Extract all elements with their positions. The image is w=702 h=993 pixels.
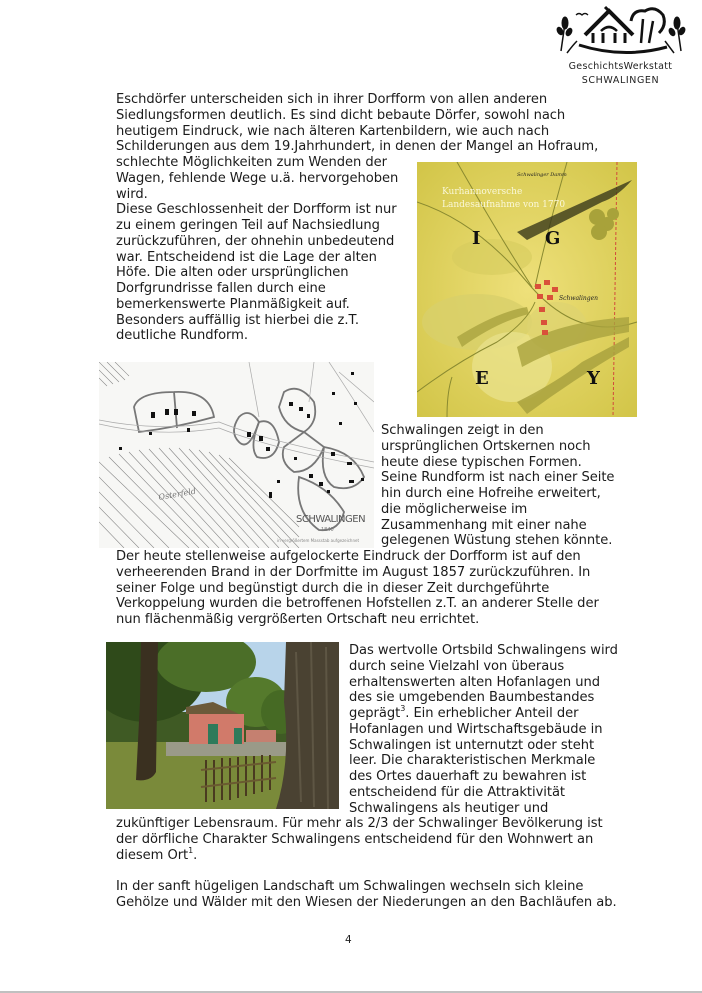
text-line: des Ortes dauerhaft zu bewahren ist: [349, 769, 587, 784]
text-line: durch seine Vielzahl von überaus: [349, 658, 565, 674]
text-line: Der heute stellenweise aufgelockerte Eindruck der Dorfform ist auf den: [116, 549, 581, 564]
text-line: gelegenen Wüstung stehen könnte.: [381, 533, 613, 549]
text-line: Hofanlagen und Wirtschaftsgebäude in: [349, 721, 603, 737]
logo-geschichtswerkstatt: [553, 3, 688, 91]
text-line: Siedlungsformen deutlich. Es sind dicht bebaute Dörfer, sowohl nach: [116, 107, 566, 123]
logo-name-line2: SCHWALINGEN: [581, 75, 660, 86]
plan-year: 1840: [321, 527, 334, 533]
text-line: heute diese typischen Formen.: [381, 454, 582, 470]
svg-text:Schwalinger Damm: Schwalinger Damm: [517, 172, 567, 178]
farmhouse-photo-drawing: [106, 642, 339, 809]
text-line: Höfe. Die alten oder ursprünglichen: [116, 265, 349, 281]
text-line: heutigem Eindruck, wie nach älteren Kartenbildern, wie auch nach: [116, 123, 550, 139]
logo-name-line1: GeschichtsWerkstatt: [568, 61, 673, 72]
text-fragment: . Ein erheblicher Anteil der: [405, 706, 579, 721]
text-line: die möglicherweise im: [381, 501, 528, 517]
text-line: [349, 706, 578, 722]
text-line: Seine Rundform ist nach einer Seite: [381, 470, 615, 486]
map-letter-e: E: [475, 368, 489, 389]
text-line: Dorfgrundrisse fallen durch eine: [116, 281, 326, 296]
plan-credit: in vergrößertem Massstab aufgezeichnet: [277, 538, 360, 543]
text-line: der dörfliche Charakter Schwalingens entscheidend für den Wohnwert an: [116, 832, 594, 847]
map-letter-g: G: [545, 228, 561, 249]
plan-field-label: Osterfeld: [157, 486, 197, 502]
text-line: Schilderungen aus dem 19.Jahrhundert, in denen der Mangel an Hofraum,: [116, 139, 599, 155]
logo-house-icon: [553, 3, 688, 61]
farmhouse-photo: [106, 642, 339, 809]
text-line: Das wertvolle Ortsbild Schwalingens wird: [349, 643, 618, 658]
text-fragment: geprägt: [349, 706, 401, 721]
text-fragment: .: [193, 847, 198, 863]
text-line: Eschdörfer unterscheiden sich in ihrer Dorfform von allen anderen: [116, 92, 548, 107]
caption-line: Kurhannoversche: [442, 187, 523, 197]
historic-map-image: [417, 162, 637, 417]
text-line: wird.: [116, 186, 148, 202]
text-line: Schwalingen ist unternutzt oder steht: [349, 737, 595, 753]
text-line: Verkoppelung wurden die betroffenen Hofstellen z.T. an anderer Stelle der: [116, 596, 599, 612]
text-line: Schwalingen zeigt in den: [381, 423, 544, 438]
historic-map-caption: [442, 186, 565, 212]
text-line: In der sanft hügeligen Landschaft um Schwalingen wechseln sich kleine: [116, 879, 584, 894]
map-letter-i: I: [472, 228, 481, 249]
footnote-marker[interactable]: 3: [400, 704, 406, 713]
text-line: entscheidend für die Attraktivität: [349, 784, 565, 800]
text-line: Besonders auffällig ist hierbei die z.T.: [116, 312, 359, 328]
village-plan-image: [99, 362, 374, 548]
text-line: deutliche Rundform.: [116, 328, 248, 344]
text-line: seiner Folge und begünstigt durch die in dieser Zeit durchgeführte: [116, 580, 550, 596]
page-number: 4: [345, 934, 352, 946]
text-line: des sie umgebenden Baumbestandes: [349, 690, 595, 706]
text-line: Schwalingens als heutiger und: [349, 800, 549, 816]
svg-text:Schwalingen: Schwalingen: [559, 295, 599, 302]
text-line: erhaltenswerten alten Hofanlagen und: [349, 674, 600, 690]
text-line: Zusammenhang mit einer nahe: [381, 517, 587, 533]
text-line: bemerkenswerte Planmäßigkeit auf.: [116, 296, 350, 312]
text-line: zukünftiger Lebensraum. Für mehr als 2/3 der Schwalinger Bevölkerung ist: [116, 816, 603, 832]
text-line: verheerenden Brand in der Dorfmitte im August 1857 zurückzuführen. In: [116, 564, 591, 580]
text-line: Diese Geschlossenheit der Dorfform ist nur: [116, 202, 397, 218]
text-line: Wagen, fehlende Wege u.ä. hervorgehoben: [116, 170, 399, 186]
text-line: hin durch eine Hofreihe erweitert,: [381, 486, 601, 501]
text-line: leer. Die charakteristischen Merkmale: [349, 753, 596, 769]
text-fragment: diesem Ort: [116, 847, 189, 863]
text-line: zu einem geringen Teil auf Nachsiedlung: [116, 218, 380, 233]
text-line: schlechte Möglichkeiten zum Wenden der: [116, 155, 388, 170]
plan-title: SCHWALINGEN: [296, 514, 366, 525]
footnote-marker[interactable]: 1: [188, 845, 194, 855]
caption-line: Landesaufnahme von 1770: [442, 200, 566, 210]
text-line: ursprünglichen Ortskernen noch: [381, 438, 591, 454]
text-line: [116, 845, 198, 864]
text-line: zurückzuführen, der ohnehin unbedeutend: [116, 233, 395, 249]
text-line: Gehölze und Wälder mit den Wiesen der Niederungen an den Bachläufen ab.: [116, 894, 617, 910]
text-line: war. Entscheidend ist die Lage der alten: [116, 249, 377, 265]
map-letter-y: Y: [587, 368, 600, 389]
text-line: nun flächenmäßig vergrößerten Ortschaft neu errichtet.: [116, 612, 480, 627]
